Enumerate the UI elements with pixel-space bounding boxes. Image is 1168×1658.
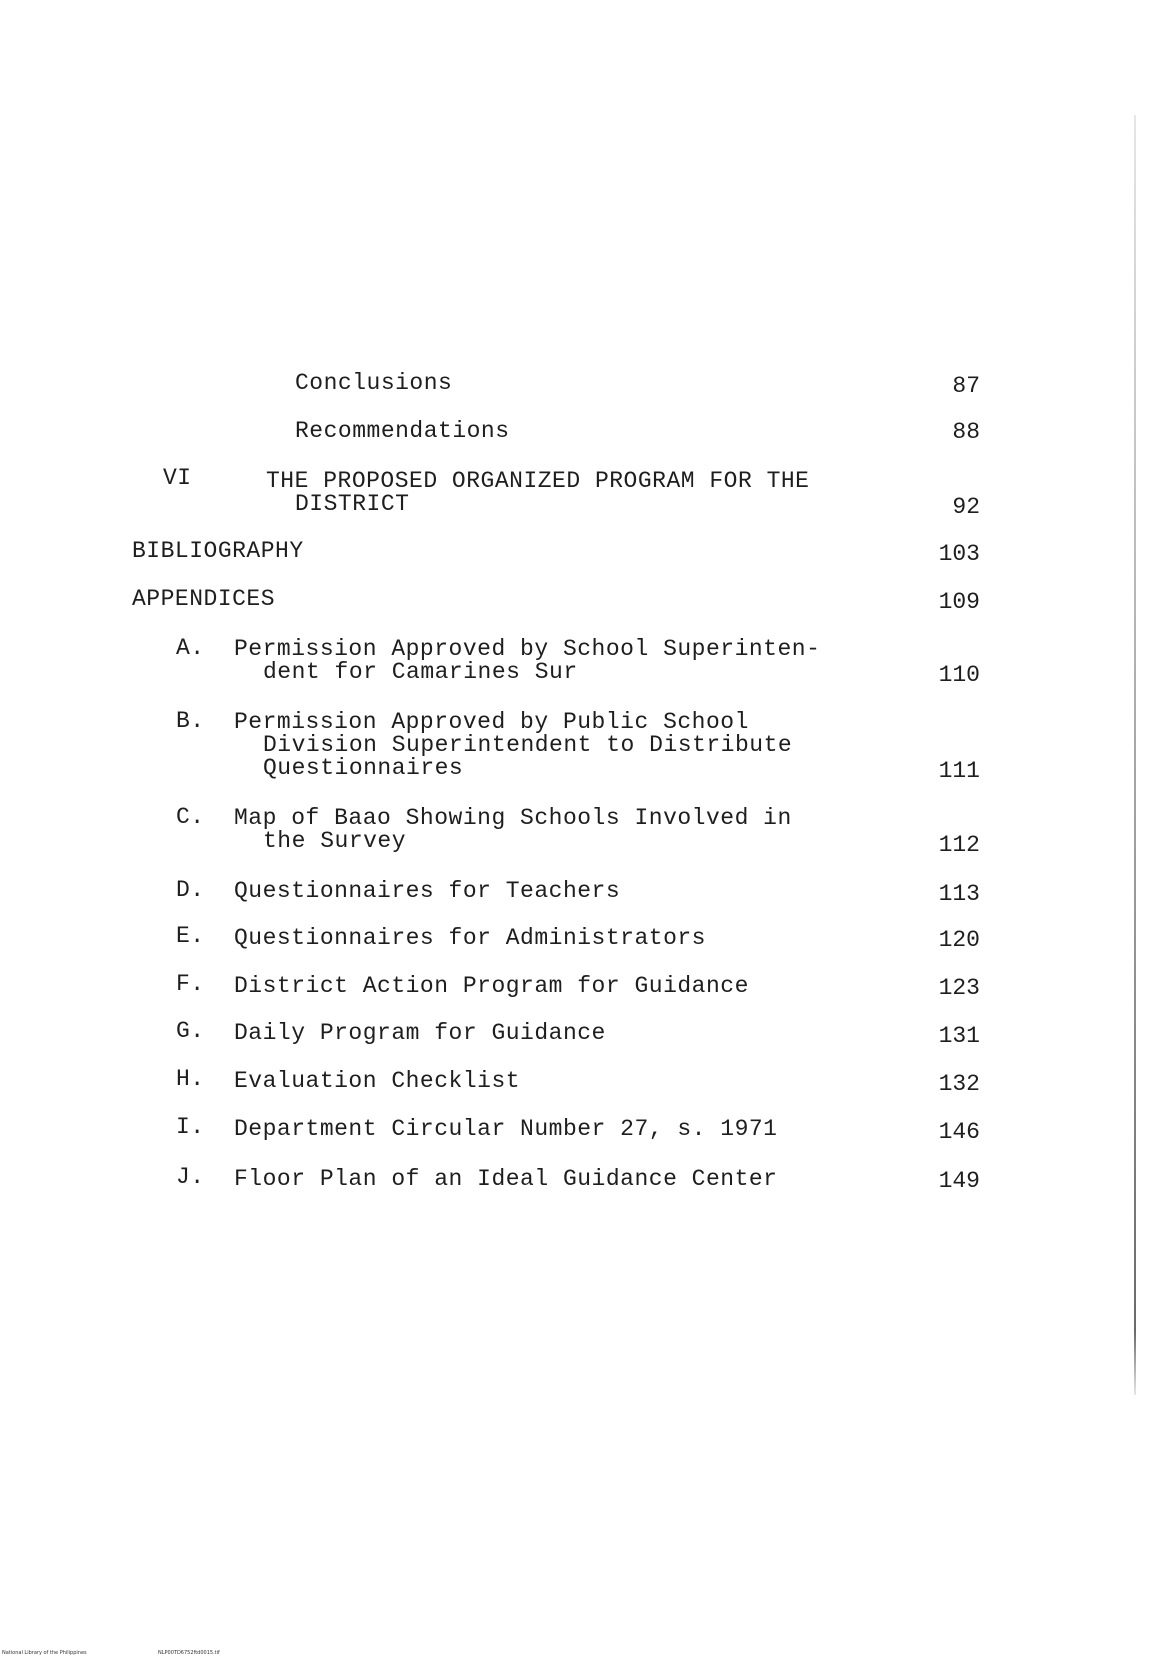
appendix-title-line: Division Superintendent to Distribute xyxy=(263,732,793,758)
toc-entry-bibliography: BIBLIOGRAPHY xyxy=(132,538,304,564)
toc-page-bibliography: 103 xyxy=(938,541,980,567)
appendix-page: 120 xyxy=(938,927,980,953)
footer-filename: NLP00TD6752ftd0015.tif xyxy=(158,1650,220,1656)
toc-page-chapter-vi: 92 xyxy=(952,494,980,520)
appendix-page: 113 xyxy=(938,881,980,907)
appendix-title-line: Evaluation Checklist xyxy=(234,1068,521,1094)
appendix-letter: J. xyxy=(176,1164,205,1190)
appendix-page: 110 xyxy=(938,662,980,688)
appendix-letter: G. xyxy=(176,1018,205,1044)
appendix-letter: C. xyxy=(176,804,205,830)
toc-page-recommendations: 88 xyxy=(952,419,980,445)
appendix-page: 111 xyxy=(938,758,980,784)
toc-page-conclusions: 87 xyxy=(952,373,980,399)
scan-edge-line xyxy=(1134,115,1136,1395)
appendix-letter: A. xyxy=(176,635,205,661)
appendix-page: 123 xyxy=(938,975,980,1001)
appendix-title-line: Floor Plan of an Ideal Guidance Center xyxy=(234,1166,778,1192)
appendix-title-line: the Survey xyxy=(263,828,407,854)
appendix-title-line: dent for Camarines Sur xyxy=(263,659,578,685)
appendix-letter: D. xyxy=(176,877,205,903)
appendix-title-line: Map of Baao Showing Schools Involved in xyxy=(234,805,792,831)
toc-entry-recommendations: Recommendations xyxy=(295,418,510,444)
footer-library: National Library of the Philippines xyxy=(2,1650,87,1656)
toc-chapter-title-line1: THE PROPOSED ORGANIZED PROGRAM FOR THE xyxy=(266,468,810,494)
appendix-letter: F. xyxy=(176,971,205,997)
appendix-letter: H. xyxy=(176,1066,205,1092)
toc-chapter-title-line2: DISTRICT xyxy=(295,491,410,517)
appendix-page: 112 xyxy=(938,832,980,858)
appendix-title-line: Questionnaires for Teachers xyxy=(234,878,621,904)
appendix-title-line: Permission Approved by School Superinten- xyxy=(234,636,821,662)
appendix-page: 149 xyxy=(938,1168,980,1194)
appendix-title-line: Questionnaires xyxy=(263,755,464,781)
appendix-page: 131 xyxy=(938,1023,980,1049)
appendix-letter: I. xyxy=(176,1114,205,1140)
toc-chapter-number: VI xyxy=(163,465,192,491)
toc-entry-conclusions: Conclusions xyxy=(295,370,453,396)
appendix-letter: E. xyxy=(176,923,205,949)
appendix-page: 146 xyxy=(938,1119,980,1145)
appendix-letter: B. xyxy=(176,708,205,734)
toc-entry-appendices: APPENDICES xyxy=(132,586,276,612)
appendix-page: 132 xyxy=(938,1071,980,1097)
toc-page-appendices: 109 xyxy=(938,589,980,615)
appendix-title-line: Daily Program for Guidance xyxy=(234,1020,606,1046)
appendix-title-line: District Action Program for Guidance xyxy=(234,973,749,999)
appendix-title-line: Permission Approved by Public School xyxy=(234,709,749,735)
appendix-title-line: Questionnaires for Administrators xyxy=(234,925,706,951)
appendix-title-line: Department Circular Number 27, s. 1971 xyxy=(234,1116,778,1142)
